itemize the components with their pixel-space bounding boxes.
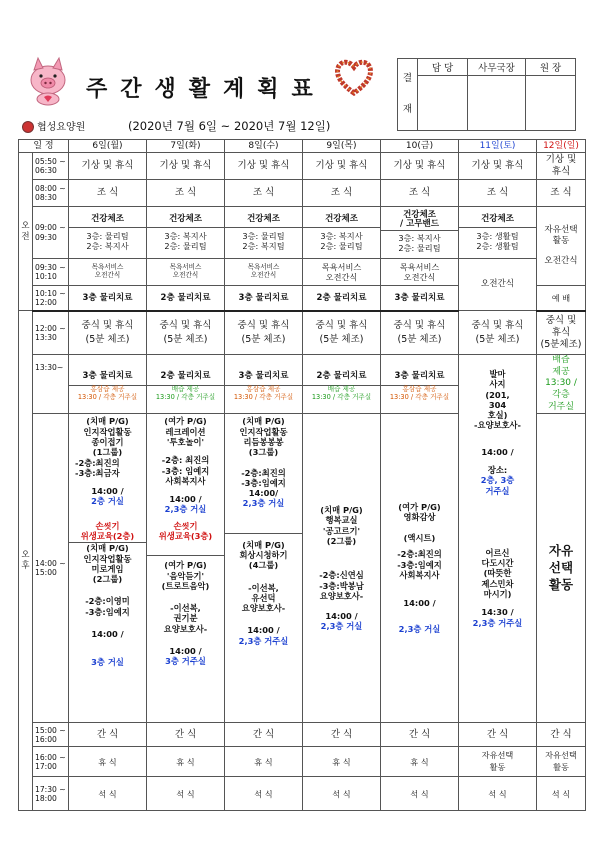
cell-snack: 간 식: [537, 723, 586, 747]
cell-breakfast: 조 식: [225, 180, 303, 207]
time-slot: 13:30~: [33, 355, 69, 414]
cell-wake: 기상 및 휴식: [69, 153, 147, 180]
cell-exercise: 건강체조 3층: 복지사 2층: 물리팀: [147, 207, 225, 259]
header-label: 일 정: [19, 140, 69, 153]
time-slot: 10:10 ~ 12:00: [33, 286, 69, 311]
signature-box[interactable]: [526, 76, 576, 131]
cell-rest: 휴 식: [381, 747, 459, 777]
cell-bath: 목욕서비스 오전간식: [69, 259, 147, 286]
cell-snack: 간 식: [459, 723, 537, 747]
cell-snack: 간 식: [225, 723, 303, 747]
cell-snack: 간 식: [303, 723, 381, 747]
cell-lunch: 중식 및 휴식 (5분 체조): [381, 311, 459, 355]
cell-breakfast: 조 식: [147, 180, 225, 207]
cell-therapy: 3층 물리치료: [225, 286, 303, 311]
cell-dinner: 석 식: [69, 777, 147, 811]
cell-snack: 간 식: [381, 723, 459, 747]
approval-role-manager: 담 당: [418, 59, 468, 76]
cell-free-activity: 자유선택 활동: [537, 747, 586, 777]
cell-dinner: 석 식: [459, 777, 537, 811]
signature-box[interactable]: [468, 76, 526, 131]
cell-therapy: 3층 물리치료: [381, 286, 459, 311]
time-slot: 05:50 ~ 06:30: [33, 153, 69, 180]
cell-therapy-juice: 2층 물리치료 배즙 제공 13:30 / 각층 거주실: [303, 355, 381, 414]
day-header-sunday: 12일(일): [537, 140, 586, 153]
day-header: 9일(목): [303, 140, 381, 153]
day-header: 6일(월): [69, 140, 147, 153]
cell-wake-sunday: 기상 및 휴식: [537, 153, 586, 180]
cell-breakfast: 조 식: [537, 180, 586, 207]
cell-dinner: 석 식: [147, 777, 225, 811]
signature-box[interactable]: [418, 76, 468, 131]
approval-role-head: 원 장: [526, 59, 576, 76]
cell-breakfast: 조 식: [459, 180, 537, 207]
cell-program-thursday: (치매 P/G) 행복교실 '공고르기' (2그룹) -2층:신연심 -3층:박봉남 요양보호사- 14:00 / 2,3층 거실: [303, 414, 381, 723]
cell-therapy: 2층 물리치료: [303, 286, 381, 311]
cell-exercise: 건강체조 3층: 복지사 2층: 물리팀: [303, 207, 381, 259]
cell-lunch: 중식 및 휴식 (5분 체조): [459, 311, 537, 355]
time-slot: 08:00 ~ 08:30: [33, 180, 69, 207]
organization-name: 협성요양원: [22, 118, 85, 133]
cell-snack: 간 식: [147, 723, 225, 747]
cell-rest: 휴 식: [69, 747, 147, 777]
pig-mascot-logo: [22, 52, 74, 106]
cell-wake: 기상 및 휴식: [225, 153, 303, 180]
cell-bath: 목욕서비스 오전간식: [147, 259, 225, 286]
cell-therapy-juice: 3층 물리치료 홍삼즙 제공 13:30 / 각층 거주실: [381, 355, 459, 414]
day-header-saturday: 11일(토): [459, 140, 537, 153]
day-header: 10(금): [381, 140, 459, 153]
cell-exercise: 건강체조 / 고무밴드 3층: 복지사 2층: 물리팀: [381, 207, 459, 259]
cell-lunch: 중식 및 휴식 (5분 체조): [225, 311, 303, 355]
cell-dinner: 석 식: [225, 777, 303, 811]
cell-rest: 휴 식: [147, 747, 225, 777]
cell-therapy-juice: 3층 물리치료 홍삼즙 제공 13:30 / 각층 거주실: [69, 355, 147, 414]
weekly-schedule-table: [18, 139, 586, 811]
approval-role-director: 사무국장: [468, 59, 526, 76]
cell-breakfast: 조 식: [303, 180, 381, 207]
cell-free-activity: 자유선택 활동: [459, 747, 537, 777]
cell-juice-sunday: 배즙 제공 13:30 / 각층 거주실: [537, 355, 586, 414]
cell-program-wednesday: (치매 P/G) 인지작업활동 리듬봉봉봉 (3그룹) -2층:최진의 -3층:임예지 14:00/ 2,3층 거실 (치매 P/G) 회상시청하기 (4그룹) -이선복, 유선덕 요양보호사- 14:00 / 2,3층 거주실: [225, 414, 303, 723]
cell-snack: 간 식: [69, 723, 147, 747]
cell-program-sunday: 자유 선택 활동: [537, 414, 586, 723]
cell-bath: 목욕서비스 오전간식: [381, 259, 459, 286]
cell-exercise: 건강체조 3층: 물리팀 2층: 복지팀: [225, 207, 303, 259]
cell-dinner: 석 식: [537, 777, 586, 811]
time-slot: 17:30 ~ 18:00: [33, 777, 69, 811]
time-slot: 16:00 ~ 17:00: [33, 747, 69, 777]
cell-program-monday: (치매 P/G) 인지작업활동 종이접기 (1그룹) -2층:최진의 -3층:최금자 14:00 / 2층 거실 손씻기 위생교육(2층) (치매 P/G) 인지작업활동 미로게임 (2그룹) -2층:이영미 -3층:임예지 14:00 / 3층 거실: [69, 414, 147, 723]
day-header: 7일(화): [147, 140, 225, 153]
cell-lunch: 중식 및 휴식 (5분 체조): [303, 311, 381, 355]
section-morning: 오 전: [19, 153, 33, 311]
cell-therapy-juice: 2층 물리치료 배즙 제공 13:30 / 각층 거주실: [147, 355, 225, 414]
cell-lunch-sunday: 중식 및 휴식 (5분체조): [537, 311, 586, 355]
cell-wake: 기상 및 휴식: [459, 153, 537, 180]
cell-sunday-morning: 자유선택 활동 오전간식: [537, 207, 586, 286]
org-logo-icon: [22, 121, 34, 133]
page-title: 주간생활계획표: [86, 77, 326, 102]
cell-breakfast: 조 식: [381, 180, 459, 207]
cell-dinner: 석 식: [381, 777, 459, 811]
cell-program-tuesday: (여가 P/G) 레크레이션 '투호놀이' -2층: 최진의 -3층: 임예지 사회복지사 14:00 / 2,3층 거실 손씻기 위생교육(3층) (여가 P/G) '음악듣기' (트로트음악) -이선복, 권기분 요양보호사- 14:00 / 3층 거주실: [147, 414, 225, 723]
cell-therapy: 3층 물리치료: [69, 286, 147, 311]
cell-program-friday: (여가 P/G) 영화감상 (액시트) -2층:최진의 -3층:임예지 사회복지사 14:00 / 2,3층 거실: [381, 414, 459, 723]
time-slot: 09:00 ~ 09:30: [33, 207, 69, 259]
approval-side-label: 결 재: [398, 59, 418, 131]
cell-bath: 목욕서비스 오전간식: [225, 259, 303, 286]
cell-lunch: 중식 및 휴식 (5분 체조): [69, 311, 147, 355]
cell-saturday-snack: 오전간식: [459, 259, 537, 311]
cell-wake: 기상 및 휴식: [147, 153, 225, 180]
cell-wake: 기상 및 휴식: [303, 153, 381, 180]
time-slot: 12:00 ~ 13:30: [33, 311, 69, 355]
cell-exercise: 건강체조 3층: 물리팀 2층: 복지사: [69, 207, 147, 259]
approval-box: [397, 58, 576, 131]
cell-saturday-program: 발마 사지 (201, 304 호실) -요양보호사- 14:00 / 장소: 2층, 3층 거주실 어르신 다도시간 (따뜻한 제스민차 마시기) 14:30 / 2,3층 거주실: [459, 355, 537, 723]
time-slot: 14:00 ~ 15:00: [33, 414, 69, 723]
cell-worship: 예 배: [537, 286, 586, 311]
cell-rest: 휴 식: [225, 747, 303, 777]
cell-bath: 목욕서비스 오전간식: [303, 259, 381, 286]
cell-dinner: 석 식: [303, 777, 381, 811]
cell-exercise: 건강체조 3층: 생활팀 2층: 생활팀: [459, 207, 537, 259]
cell-rest: 휴 식: [303, 747, 381, 777]
schedule-period: (2020년 7월 6일 ~ 2020년 7월 12일): [128, 119, 331, 133]
cell-wake: 기상 및 휴식: [381, 153, 459, 180]
cell-therapy-juice: 3층 물리치료 홍삼즙 제공 13:30 / 각층 거주실: [225, 355, 303, 414]
time-slot: 09:30 ~ 10:10: [33, 259, 69, 286]
section-afternoon: 오 후: [19, 311, 33, 811]
cell-therapy: 2층 물리치료: [147, 286, 225, 311]
cell-lunch: 중식 및 휴식 (5분 체조): [147, 311, 225, 355]
cell-breakfast: 조 식: [69, 180, 147, 207]
time-slot: 15:00 ~ 16:00: [33, 723, 69, 747]
heart-wreath-decoration: [334, 58, 374, 96]
day-header: 8일(수): [225, 140, 303, 153]
